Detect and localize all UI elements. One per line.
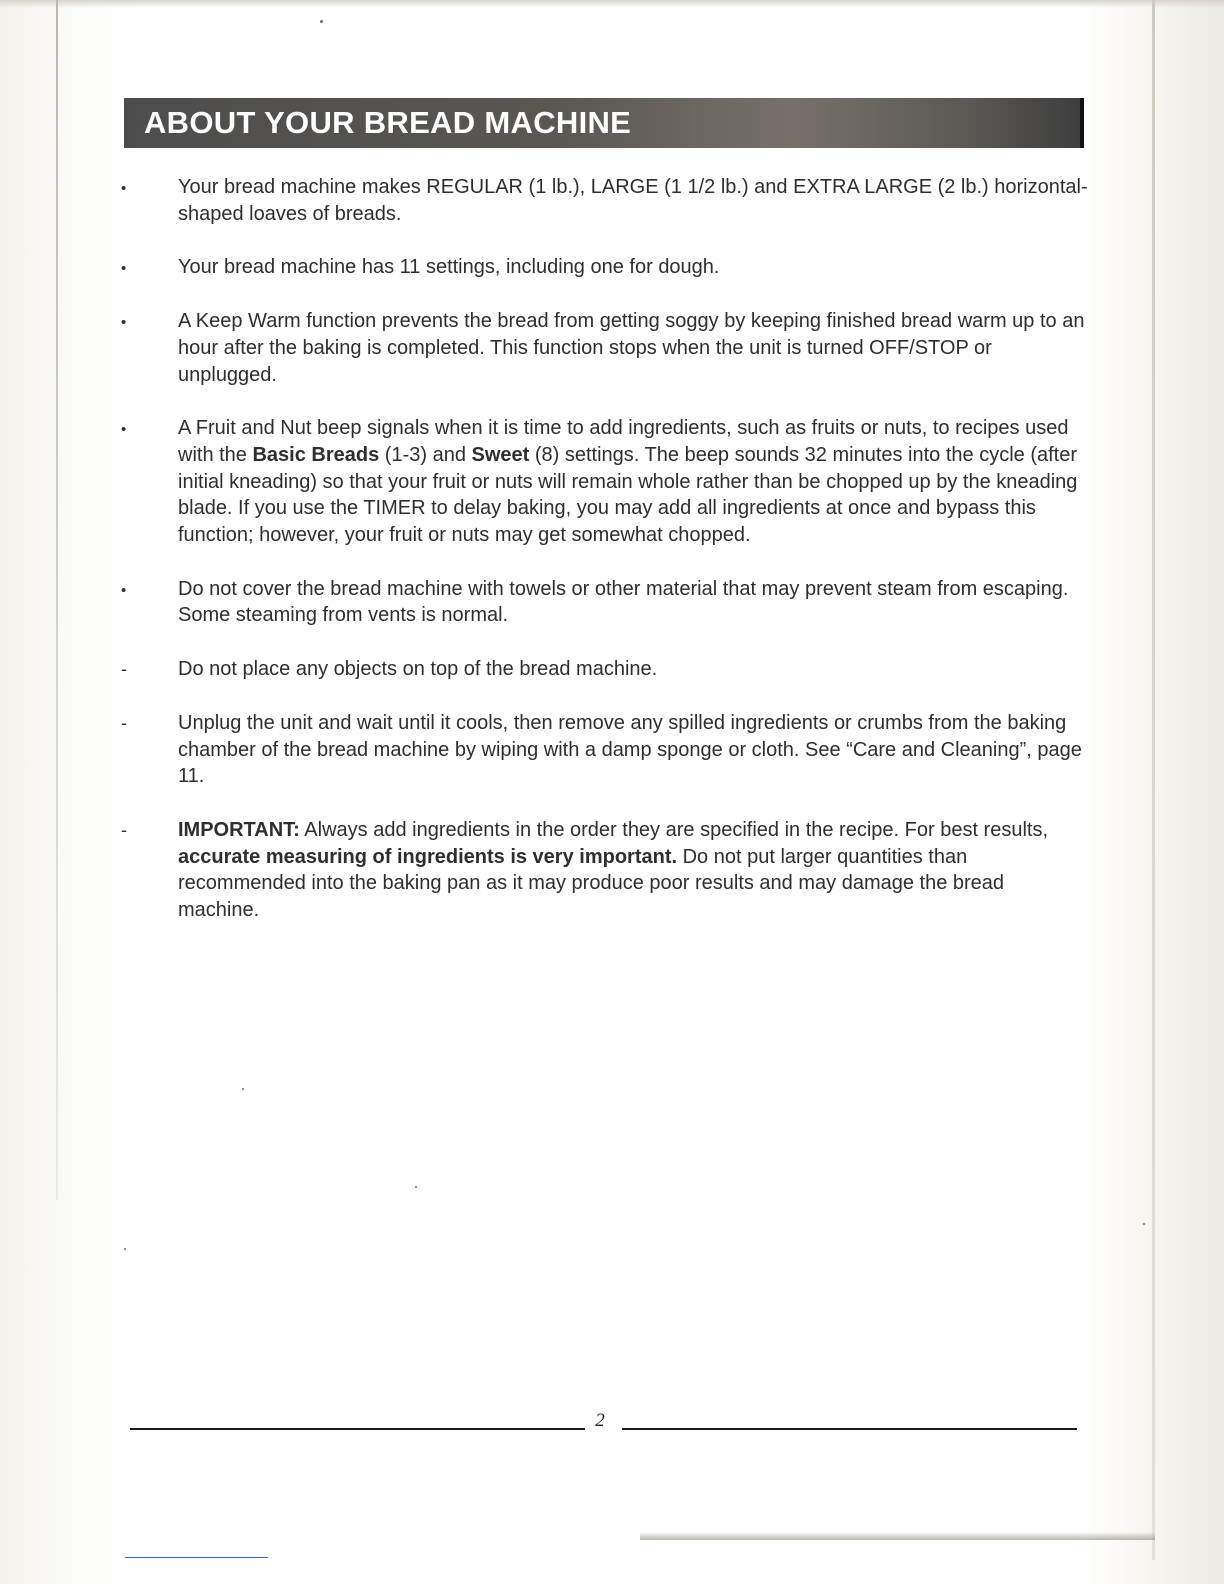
scan-speck <box>1143 1223 1145 1225</box>
bullet-item <box>118 415 1088 549</box>
bullet-item <box>118 656 1088 683</box>
bullet-dash-icon: - <box>121 659 127 680</box>
bullet-text <box>178 819 1048 921</box>
scan-speck <box>320 20 323 23</box>
paper-top-edge <box>0 0 1224 8</box>
bottom-edge-line <box>125 1557 268 1558</box>
bullet-text-bold: Basic Breads <box>252 443 380 466</box>
bullet-text <box>178 176 1088 225</box>
bullet-text-segment: Unplug the unit and wait until it cools, then remove any spilled ingredients or crumbs from the baking chamber of the bread machine by wiping with a damp sponge or cloth. See “Care and Cleaning”, page 11. <box>178 711 1082 788</box>
bullet-text-bold: IMPORTANT: <box>178 818 300 841</box>
paper-bottom-shadow <box>640 1532 1155 1540</box>
bullet-text <box>178 658 657 680</box>
bullet-item <box>118 254 1088 281</box>
bullet-text-segment: Do not put larger quantities than recommended into the baking pan as it may produce poor results and may damage the bread machine. <box>178 845 1005 922</box>
bullet-dot-icon: • <box>121 180 127 197</box>
bullet-text-bold: Sweet <box>471 443 530 466</box>
bullet-text <box>178 256 719 278</box>
bullet-text-bold: accurate measuring of ingredients is very important. <box>178 845 678 868</box>
bullet-text-segment: Always add ingredients in the order they are specified in the recipe. For best results, <box>299 818 1049 841</box>
scan-speck <box>415 1186 417 1188</box>
scan-speck <box>242 1088 244 1090</box>
bullet-item <box>118 710 1088 790</box>
bullet-item <box>118 174 1088 227</box>
section-title: ABOUT YOUR BREAD MACHINE <box>144 105 632 140</box>
bullet-dash-icon: - <box>121 819 127 840</box>
bullet-item <box>118 817 1088 924</box>
bullet-text-segment: Do not place any objects on top of the bread machine. <box>178 658 658 681</box>
bullet-text-segment: Your bread machine makes REGULAR (1 lb.), LARGE (1 1/2 lb.) and EXTRA LARGE (2 lb.) horizontal-shaped loaves of breads. <box>178 176 1088 225</box>
bullet-dot-icon: • <box>121 260 127 278</box>
footer-rule-right <box>622 1428 1077 1430</box>
page-number: 2 <box>595 1410 605 1431</box>
bullet-text-segment: (8) settings. The beep sounds 32 minutes into the cycle (after initial kneading) so that your fruit or nuts will remain whole rather than be chopped up by the kneading blade. If you use the TIMER to delay baking, you may add all ingredients at once and bypass this function; however, your fruit or nuts may get somewhat chopped. <box>178 443 1078 547</box>
bullet-text-segment: Your bread machine has 11 settings, including one for dough. <box>178 256 720 279</box>
bullet-text-segment: A Fruit and Nut beep signals when it is time to add ingredients, such as fruits or nuts, to recipes used with the <box>178 417 1069 466</box>
bullet-text-segment: Do not cover the bread machine with towels or other material that may prevent steam from escaping. Some steaming from vents is normal. <box>178 577 1069 627</box>
bullet-dot-icon: • <box>121 314 127 332</box>
footer-rule-left <box>130 1428 585 1430</box>
bullet-text-segment: A Keep Warm function prevents the bread from getting soggy by keeping finished bread warm up to an hour after the baking is completed. This function stops when the unit is turned OFF/STOP or unplugged. <box>178 310 1085 386</box>
paper-left-edge <box>56 0 58 1200</box>
bullet-text <box>178 712 1082 787</box>
scan-speck <box>124 1248 126 1250</box>
bullet-dash-icon: - <box>121 712 127 733</box>
section-header-banner <box>124 98 1084 148</box>
bullet-dot-icon: • <box>121 581 127 599</box>
feature-bullet-list <box>118 174 1088 951</box>
bullet-text <box>178 417 1077 546</box>
bullet-dot-icon: • <box>121 421 127 439</box>
bullet-text <box>178 578 1068 627</box>
bullet-text-segment: (1-3) and <box>379 443 472 466</box>
paper-right-edge <box>1152 0 1155 1560</box>
bullet-text <box>178 310 1084 385</box>
bullet-item <box>118 308 1088 388</box>
bullet-item <box>118 576 1088 629</box>
